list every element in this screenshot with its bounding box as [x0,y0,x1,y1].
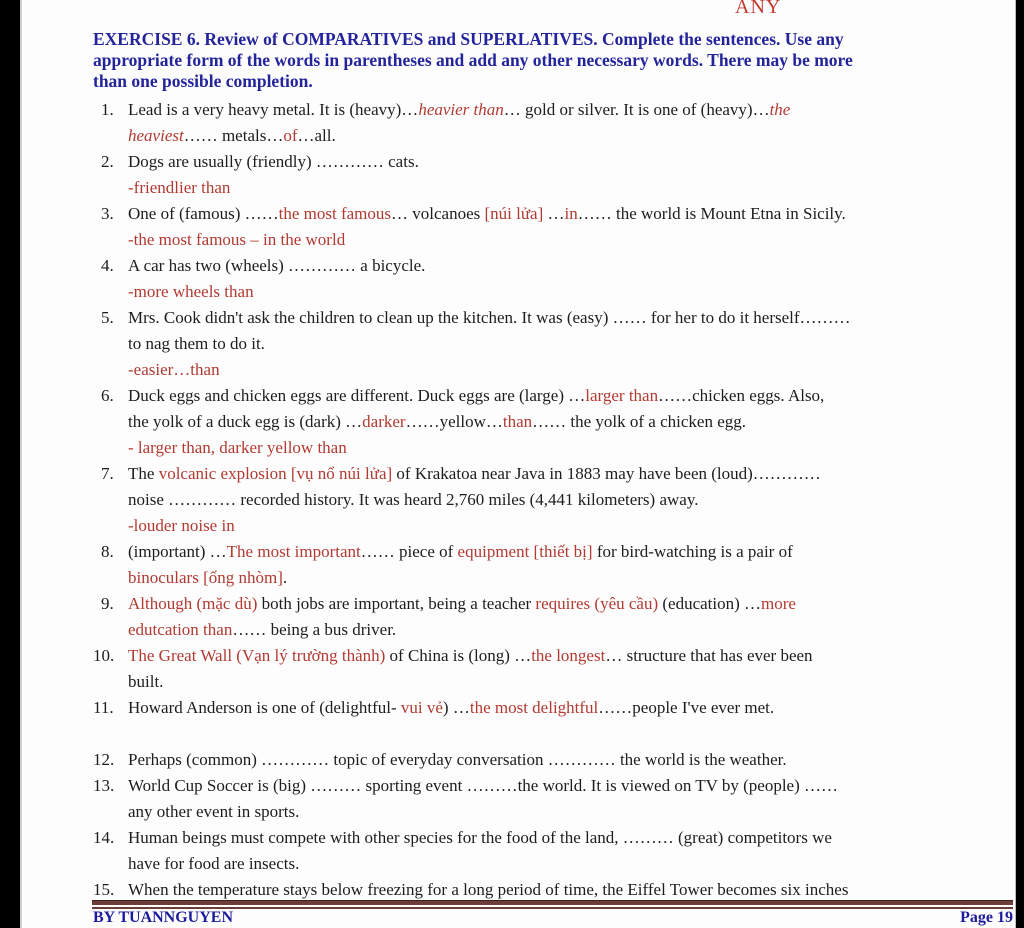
sentence-text: A car has two (wheels) ………… a bicycle. [128,256,426,275]
item-line [128,695,959,721]
sentence-text: When the temperature stays below freezing for a long period of time, the Eiffel Tower becomes six inches [128,880,849,899]
footer-author: BY TUANNGUYEN [93,909,234,926]
answer-text: [núi lửa] [484,204,544,223]
sentence-text: ……yellow… [405,412,503,431]
item-line [128,565,959,591]
sentence-text: . [282,568,288,587]
item-number: 15. [93,880,115,899]
list-item [93,461,959,539]
item-line [128,253,959,279]
item-line [128,799,959,825]
item-line [128,149,959,175]
answer-text: -louder noise in [128,516,235,535]
item-lines [128,461,959,539]
item-line [128,305,959,331]
sentence-text: Mrs. Cook didn't ask the children to clean up the kitchen. It was (easy) …… for her to do it herself……… [128,308,851,327]
answer-text: equipment [thiết bị] [457,542,593,561]
item-lines [128,773,959,825]
sentence-text: … [543,204,565,223]
sentence-text: …… the world is Mount Etna in Sicily. [577,204,846,223]
sentence-text: ) … [442,698,470,717]
list-item [93,305,959,383]
item-number: 1. [101,100,114,119]
item-line [128,435,959,461]
sentence-text: The [128,464,159,483]
item-line [128,409,959,435]
item-line [128,617,959,643]
answer-text: the longest [531,646,606,665]
sentence-text: for bird-watching is a pair of [592,542,793,561]
list-item [93,591,959,643]
sentence-text: …all. [297,126,336,145]
item-lines [128,643,959,695]
list-item [93,383,959,461]
title-line: EXERCISE 6. Review of COMPARATIVES and SUPERLATIVES. Complete the sentences. Use any [93,29,844,49]
sentence-text: … gold or silver. It is one of (heavy)… [503,100,770,119]
item-line [128,383,959,409]
item-line [128,357,959,383]
answer-text: -friendlier than [128,178,231,197]
sentence-text: … volcanoes [391,204,485,223]
answer-text: edutcation than [128,620,233,639]
item-number: 7. [101,464,114,483]
sentence-text: Dogs are usually (friendly) ………… cats. [128,152,419,171]
top-right-label: ANY [735,0,782,18]
sentence-text: have for food are insects. [128,854,300,873]
sentence-text: Human beings must compete with other species for the food of the land, ……… (great) competitors we [128,828,832,847]
item-line [128,747,959,773]
exercise-list [93,97,959,903]
item-line [128,227,959,253]
list-item [93,825,959,877]
page-content [93,29,959,903]
list-item [93,643,959,695]
item-lines [128,149,959,201]
item-number: 8. [101,542,114,561]
list-item [93,773,959,825]
sentence-text: both jobs are important, being a teacher [257,594,536,613]
footer-page-number: Page 19 [960,909,1013,926]
answer-text: heavier than [418,100,504,119]
item-line [128,773,959,799]
title-line: appropriate form of the words in parentheses and add any other necessary words. There may be more [93,50,853,70]
answer-text: requires (yêu cầu) [535,594,659,613]
answer-text: the [769,100,791,119]
item-line [128,461,959,487]
item-number: 9. [101,594,114,613]
answer-text: in [564,204,578,223]
item-line [128,279,959,305]
item-number: 13. [93,776,115,795]
list-item [93,97,959,149]
answer-text: binoculars [ống nhòm] [128,568,283,587]
item-line [128,825,959,851]
answer-text: -the most famous – in the world [128,230,346,249]
item-lines [128,201,959,253]
item-line [128,201,959,227]
item-lines [128,695,959,721]
sentence-text: to nag them to do it. [128,334,265,353]
sentence-text: World Cup Soccer is (big) ……… sporting event ………the world. It is viewed on TV by (people) …… [128,776,839,795]
list-item [93,201,959,253]
item-lines [128,539,959,591]
item-number: 4. [101,256,114,275]
sentence-text: ……people I've ever met. [598,698,775,717]
answer-text: The Great Wall (Vạn lý trường thành) [128,646,386,665]
item-number: 12. [93,750,115,769]
item-line [128,487,959,513]
sentence-text: of China is (long) … [385,646,532,665]
list-item [93,747,959,773]
list-item [93,149,959,201]
answer-text: - larger than, darker yellow than [128,438,347,457]
item-number: 5. [101,308,114,327]
answer-text: the most delightful [469,698,599,717]
item-number: 2. [101,152,114,171]
sentence-text: of Krakatoa near Java in 1883 may have been (loud)………… [392,464,821,483]
sentence-text: … structure that has ever been [605,646,813,665]
answer-text: -more wheels than [128,282,254,301]
sentence-text: any other event in sports. [128,802,300,821]
item-line [128,175,959,201]
answer-text: Although (mặc dù) [128,594,258,613]
sentence-text: (important) … [128,542,227,561]
sentence-text: Howard Anderson is one of (delightful- [128,698,401,717]
sentence-text: ……chicken eggs. Also, [658,386,825,405]
item-lines [128,253,959,305]
list-item [93,253,959,305]
sentence-text: the yolk of a duck egg is (dark) … [128,412,363,431]
item-line [128,97,959,123]
sentence-text: …… metals… [183,126,284,145]
answer-text: volcanic explosion [vụ nổ núi lửa] [158,464,393,483]
item-line [128,513,959,539]
right-black-bar [1015,0,1024,928]
answer-text: larger than [585,386,659,405]
item-line [128,591,959,617]
exercise-title [93,29,959,92]
answer-text: vui vẻ [400,698,443,717]
item-lines [128,97,959,149]
sentence-text: Lead is a very heavy metal. It is (heavy)… [128,100,419,119]
answer-text: the most famous [278,204,391,223]
item-number: 6. [101,386,114,405]
item-number: 3. [101,204,114,223]
answer-text: darker [362,412,406,431]
item-line [128,669,959,695]
item-line [128,851,959,877]
answer-text: -easier…than [128,360,220,379]
item-line [128,123,959,149]
answer-text: of [283,126,298,145]
item-lines [128,747,959,773]
answer-text: than [502,412,533,431]
item-lines [128,591,959,643]
item-number: 10. [93,646,115,665]
title-line: than one possible completion. [93,71,313,91]
sentence-text: (education) … [658,594,762,613]
item-lines [128,383,959,461]
item-line [128,643,959,669]
sentence-text: …… piece of [360,542,458,561]
sentence-text: One of (famous) …… [128,204,279,223]
answer-text: The most important [226,542,361,561]
footer [93,908,1013,928]
sentence-text: Perhaps (common) ………… topic of everyday conversation ………… the world is the weather. [128,750,787,769]
sentence-text: built. [128,672,164,691]
sentence-text: …… the yolk of a chicken egg. [532,412,747,431]
item-line [128,331,959,357]
answer-text: more [761,594,796,613]
sentence-text: noise ………… recorded history. It was heard 2,760 miles (4,441 kilometers) away. [128,490,699,509]
item-lines [128,825,959,877]
left-black-bar [0,0,22,928]
list-item [93,695,959,721]
answer-text: heaviest [128,126,184,145]
item-number: 11. [93,698,114,717]
list-item [93,539,959,591]
sentence-text: …… being a bus driver. [232,620,397,639]
item-lines [128,305,959,383]
item-number: 14. [93,828,115,847]
item-line [128,539,959,565]
sentence-text: Duck eggs and chicken eggs are different. Duck eggs are (large) … [128,386,586,405]
